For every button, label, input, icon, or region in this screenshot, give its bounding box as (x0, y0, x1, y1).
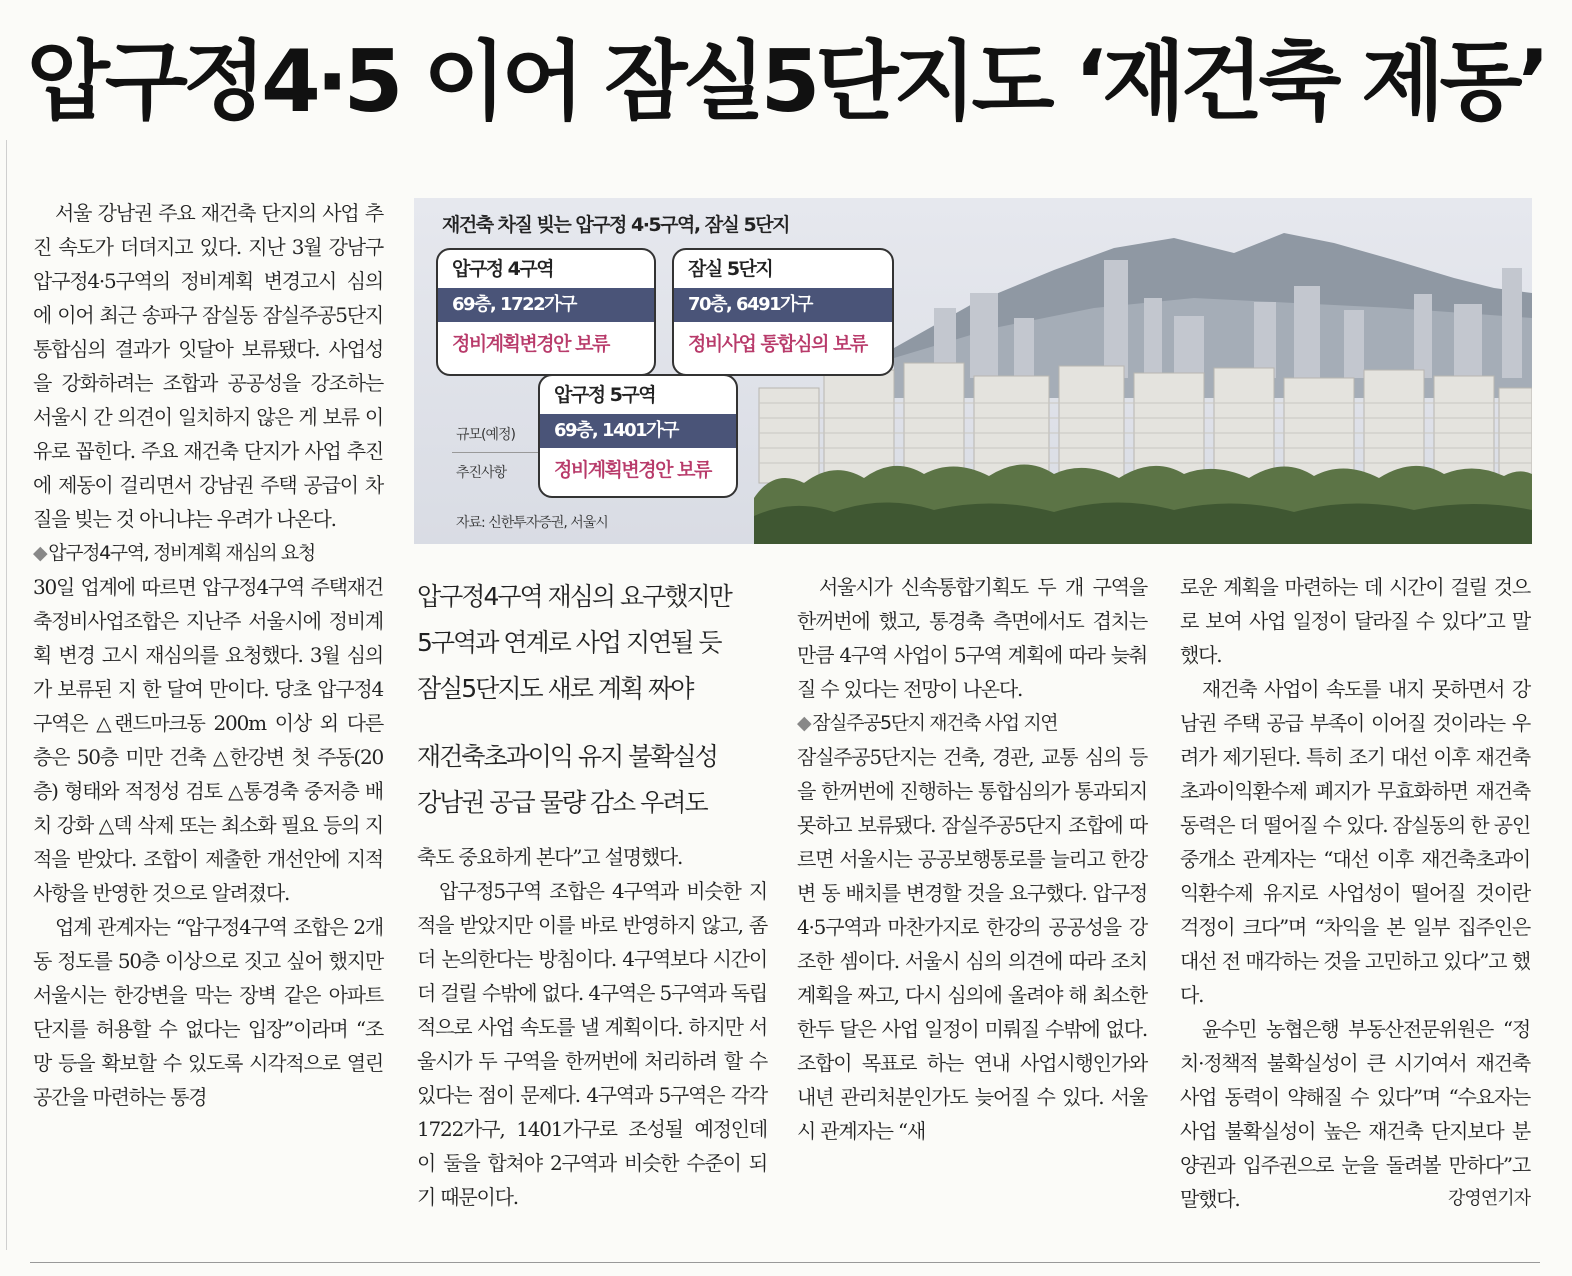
card-status: 정비사업 통합심의 보류 (688, 333, 867, 355)
paragraph: 재건축 사업이 속도를 내지 못하면서 강남권 주택 공급 부족이 이어질 것이라는 우려가 제기된다. 특히 조기 대선 이후 재건축초과이익환수제 폐지가 무효화하면 재건축 동력은 더 떨어질 수 있다. 잠실동의 한 공인중개소 관계자는 “대선 이후 재건축초과이익환수제 유지로 사업성이 떨어질 것이란 걱정이 크다”며 “차익을 본 일부 집주인은 대선 전 매각하는 것을 고민하고 있다”고 했다. (1180, 677, 1530, 1007)
subheadlines (417, 574, 777, 826)
section-subhead: ◆ 잠실주공5단지 재건축 사업 지연 (797, 712, 1058, 734)
card-status: 정비계획변경안 보류 (554, 459, 711, 481)
card-name: 잠실 5단지 (688, 258, 773, 280)
paragraph: 압구정5구역 조합은 4구역과 비슷한 지적을 받았지만 이를 바로 반영하지 않고, 좀 더 논의한다는 방침이다. 4구역보다 시간이 더 걸릴 수밖에 없다. 4구역은 5구역과 독립적으로 사업 속도를 낼 계획이다. 하지만 서울시가 두 구역을 한꺼번에 처리하려 할 수 있다는 점이 문제다. 4구역과 5구역은 각각 1722가구, 1401가구로 조성될 예정인데 이 둘을 합쳐야 2구역과 비슷한 수준이 되기 때문이다. (417, 879, 767, 1209)
card-jamsil-5 (672, 248, 894, 376)
article-column-4 (1180, 570, 1530, 1216)
row-label-status: 추진사항 (456, 465, 507, 481)
card-apgujeong-4 (436, 248, 656, 376)
paragraph: 업계 관계자는 “압구정4구역 조합은 2개 동 정도를 50층 이상으로 짓고 싶어 했지만 서울시는 한강변을 막는 장벽 같은 아파트 단지를 허용할 수 없다는 입장”이라며 “조망 등을 확보할 수 있도록 시각적으로 열린 공간을 마련하는 통경 (33, 915, 383, 1109)
bottom-rule (30, 1262, 1540, 1263)
section-subhead: ◆ 압구정4구역, 정비계획 재심의 요청 (33, 542, 315, 564)
article-column-3 (797, 570, 1147, 1148)
infographic (414, 198, 1532, 544)
card-name: 압구정 4구역 (452, 258, 554, 280)
subheadline: 잠실5단지도 새로 계획 짜야 (417, 674, 693, 703)
subheadline: 압구정4구역 재심의 요구했지만 (417, 582, 731, 611)
paragraph: 서울시가 신속통합기획도 두 개 구역을 한꺼번에 했고, 통경축 측면에서도 겹치는 만큼 4구역 사업이 5구역 계획에 따라 늦춰질 수 있다는 전망이 나온다. (797, 575, 1147, 701)
article-column-2 (417, 840, 767, 1214)
diamond-bullet-icon: ◆ (797, 712, 811, 734)
card-scale: 69층, 1722가구 (438, 288, 654, 322)
paragraph: 서울 강남권 주요 재건축 단지의 사업 추진 속도가 더뎌지고 있다. 지난 3월 강남구 압구정4·5구역의 정비계획 변경고시 심의에 이어 최근 송파구 잠실동 잠실주공5단지 통합심의 결과가 잇달아 보류됐다. 사업성을 강화하려는 조합과 공공성을 강조하는 서울시 간 의견이 일치하지 않은 게 보류 이유로 꼽힌다. 주요 재건축 단지가 사업 추진에 제동이 걸리면서 강남권 주택 공급이 차질을 빚는 것 아니냐는 우려가 나온다. (33, 201, 383, 531)
headline: 압구정4·5 이어 잠실5단지도 ‘재건축 제동’ (26, 32, 1546, 132)
article-column-1 (33, 196, 383, 1114)
paragraph: 잠실주공5단지는 건축, 경관, 교통 심의 등을 한꺼번에 진행하는 통합심의가 통과되지 못하고 보류됐다. 잠실주공5단지 조합에 따르면 서울시는 공공보행통로를 늘리고 한강변 동 배치를 변경할 것을 요구했다. 압구정4·5구역과 마찬가지로 한강의 공공성을 강조한 셈이다. 서울시 심의 의견에 따라 조치 계획을 짜고, 다시 심의에 올려야 해 최소한 한두 달은 사업 일정이 미뤄질 수밖에 없다. 조합이 목표로 하는 연내 사업시행인가와 내년 관리처분인가도 늦어질 수 있다. 서울시 관계자는 “새 (797, 745, 1147, 1143)
paragraph: 30일 업계에 따르면 압구정4구역 주택재건축정비사업조합은 지난주 서울시에 정비계획 변경 고시 재심의를 요청했다. 3월 심의가 보류된 지 한 달여 만이다. 당초 압구정4구역은 △랜드마크동 200m 이상 외 다른 층은 50층 미만 건축 △한강변 첫 주동(20층) 형태와 적정성 검토 △통경축 중저층 배치 강화 △덱 삭제 또는 최소화 필요 등의 지적을 받았다. 조합이 제출한 개선안에 지적사항을 반영한 것으로 알려졌다. (33, 575, 383, 905)
paragraph: 윤수민 농협은행 부동산전문위원은 “정치·정책적 불확실성이 큰 시기여서 재건축 사업 동력이 약해질 수 있다”며 “수요자는 사업 불확실성이 높은 재건축 단지보다 분양권과 입주권으로 눈을 돌려볼 만하다”고 말했다. 강영연기자 (1180, 1012, 1530, 1216)
card-name: 압구정 5구역 (554, 384, 656, 406)
graphic-source: 자료: 신한투자증권, 서울시 (456, 515, 608, 531)
subheadline: 5구역과 연계로 사업 지연될 듯 (417, 628, 721, 657)
card-scale: 70층, 6491가구 (674, 288, 892, 322)
row-label-scale: 규모(예정) (456, 427, 516, 443)
graphic-title: 재건축 차질 빚는 압구정 4·5구역, 잠실 5단지 (442, 214, 789, 236)
card-apgujeong-5 (538, 374, 738, 498)
row-divider (452, 452, 538, 453)
paragraph: 로운 계획을 마련하는 데 시간이 걸릴 것으로 보여 사업 일정이 달라질 수 있다”고 말했다. (1180, 575, 1530, 667)
subheadline: 재건축초과이익 유지 불확실성 (417, 742, 717, 771)
card-scale: 69층, 1401가구 (540, 414, 736, 448)
column-rule (6, 140, 7, 1250)
byline: 강영연기자 (1448, 1188, 1530, 1209)
card-status: 정비계획변경안 보류 (452, 333, 609, 355)
paragraph: 축도 중요하게 본다”고 설명했다. (417, 845, 683, 869)
subheadline: 강남권 공급 물량 감소 우려도 (417, 788, 707, 817)
diamond-bullet-icon: ◆ (33, 542, 47, 564)
